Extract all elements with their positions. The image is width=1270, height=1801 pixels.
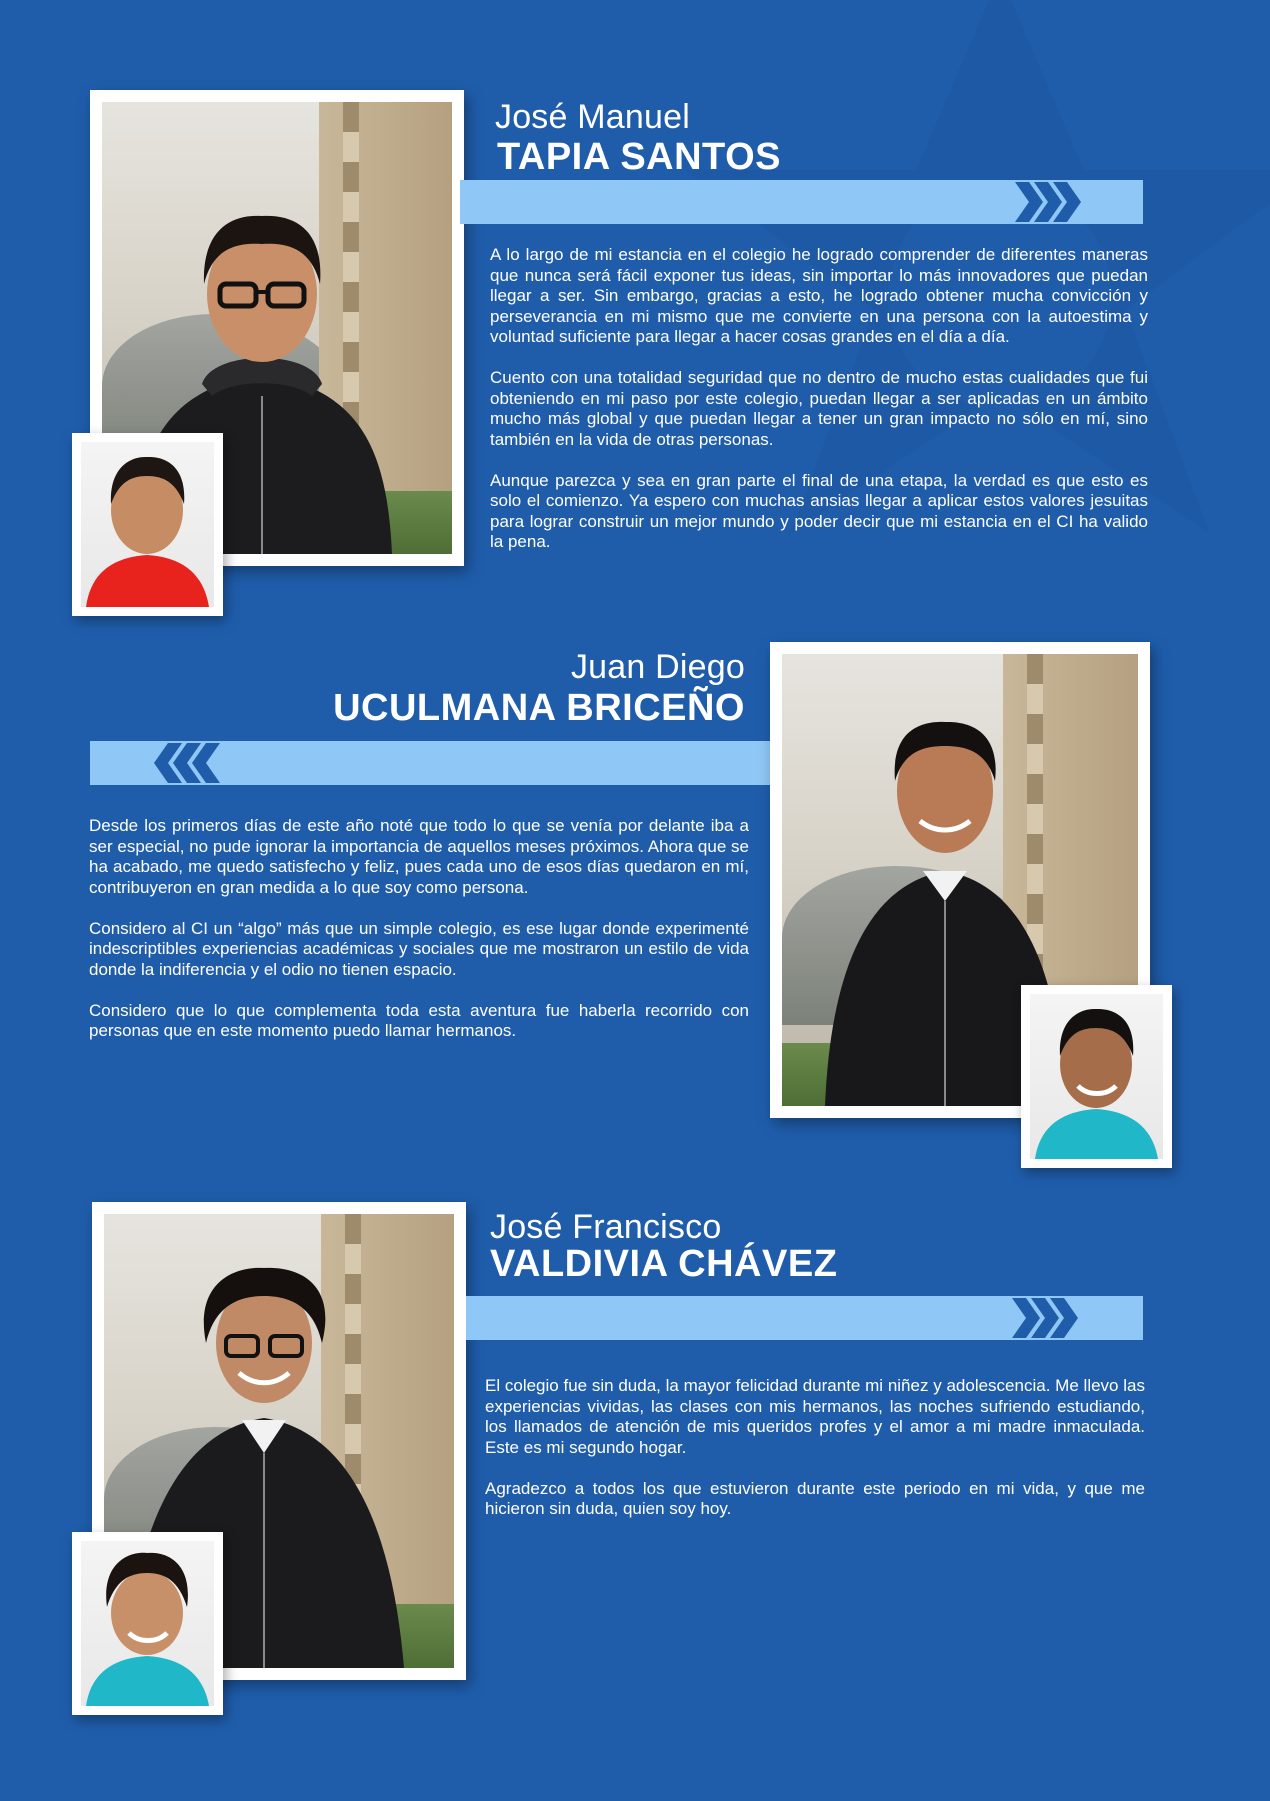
bio-paragraph: Aunque parezca y sea en gran parte el final de una etapa, la verdad es que esto es solo el comienzo. Ya espero con muchas ansias llegar a aplicar estos valores jesuitas para lograr construir un mejor mundo y poder decir que mi estancia en el CI ha valido la pena. (490, 470, 1148, 551)
student-first-name: José Manuel (495, 98, 690, 136)
bio-paragraph: Considero al CI un “algo” más que un simple colegio, es ese lugar donde experimenté indescriptibles experiencias académicas y sociales que me mostraron un estilo de vida donde la indiferencia y el odio no tienen espacio. (89, 918, 749, 979)
name-band (466, 1296, 1143, 1340)
student-bio (485, 1376, 1145, 1540)
chevrons-right-icon (1010, 1296, 1080, 1340)
student-first-name: José Francisco (490, 1208, 722, 1246)
childhood-photo-frame (1021, 985, 1172, 1168)
name-band (90, 741, 770, 785)
name-band (460, 180, 1143, 224)
bio-paragraph: Considero que lo que complementa toda esta aventura fue haberla recorrido con personas que en este momento puedo llamar hermanos. (89, 1000, 749, 1040)
student-first-name: Juan Diego (570, 648, 745, 686)
childhood-photo (81, 1541, 214, 1706)
student-last-name: UCULMANA BRICEÑO (333, 687, 745, 729)
child-figure (1030, 994, 1163, 1159)
bio-paragraph: Cuento con una totalidad seguridad que no dentro de mucho estas cualidades que fui obteniendo en mi paso por este colegio, puedan llegar a ser aplicadas en un ámbito mucho más global y que puedan llegar a tener un gran impacto no sólo en mí, sino también en la vida de otras personas. (490, 368, 1148, 449)
bio-paragraph: Agradezco a todos los que estuvieron durante este periodo en mi vida, y que me hicieron sin duda, quien soy hoy. (485, 1478, 1145, 1518)
child-figure (81, 442, 214, 607)
childhood-photo (81, 442, 214, 607)
childhood-photo (1030, 994, 1163, 1159)
student-bio (89, 816, 749, 1062)
student-last-name: TAPIA SANTOS (497, 136, 781, 178)
bio-paragraph: A lo largo de mi estancia en el colegio he logrado comprender de diferentes maneras que nunca será fácil exponer tus ideas, sin importar lo más innovadores que puedan llegar a ser. Sin embargo, gracias a esto, he logrado obtener mucha convicción y perseverancia en mi mismo que me convierte en una persona con la autoestima y voluntad suficiente para llegar a hacer cosas grandes en el día a día. (490, 245, 1148, 346)
chevrons-left-icon (152, 741, 222, 785)
bio-paragraph: Desde los primeros días de este año noté que todo lo que se venía por delante iba a ser especial, no pude ignorar la importancia de aquellos meses próximos. Ahora que se ha acabado, me quedo satisfecho y feliz, pues cada uno de esos días quedaron en mí, contribuyeron en gran medida a lo que soy como persona. (89, 816, 749, 897)
chevrons-right-icon (1013, 180, 1083, 224)
student-last-name: VALDIVIA CHÁVEZ (490, 1243, 838, 1285)
bio-paragraph: El colegio fue sin duda, la mayor felicidad durante mi niñez y adolescencia. Me llevo las experiencias vividas, las clases con mis hermanos, las noches sufriendo estudiando, los llamados de atención de mis queridos profes y el amor a mi madre inmaculada. Este es mi segundo hogar. (485, 1376, 1145, 1457)
childhood-photo-frame (72, 433, 223, 616)
child-figure (81, 1541, 214, 1706)
student-bio (490, 245, 1148, 573)
childhood-photo-frame (72, 1532, 223, 1715)
